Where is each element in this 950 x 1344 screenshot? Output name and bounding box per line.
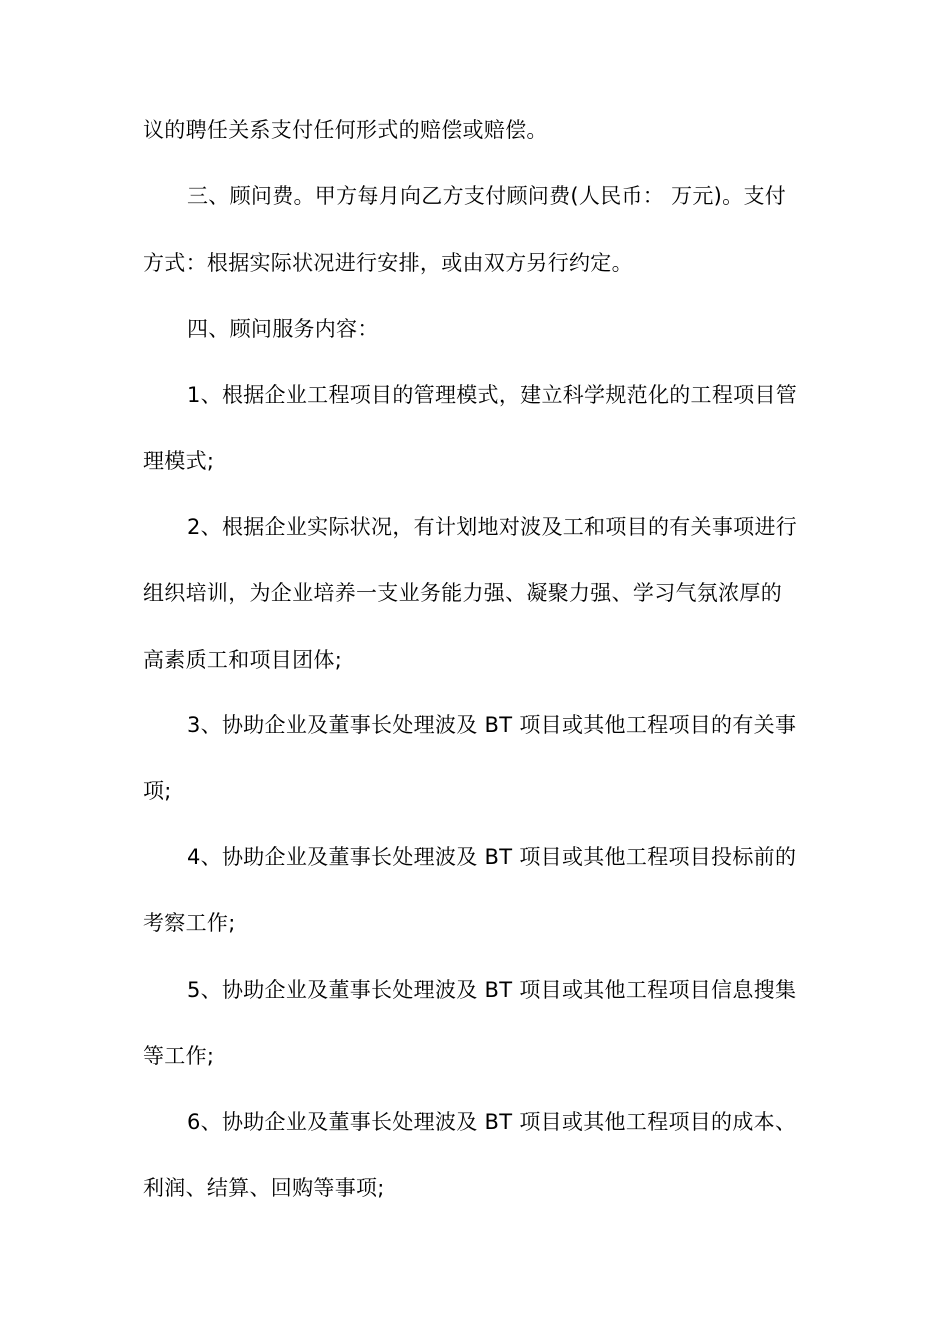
text-line: 方式：根据实际状况进行安排，或由双方另行约定。 xyxy=(143,251,633,275)
section-heading-services: 四、顾问服务内容： xyxy=(187,317,379,341)
text-line: 利润、结算、回购等事项; xyxy=(143,1176,385,1200)
text-line: 组织培训，为企业培养一支业务能力强、凝聚力强、学习气氛浓厚的 xyxy=(143,581,782,605)
text-line: 议的聘任关系支付任何形式的赔偿或赔偿。 xyxy=(143,118,548,142)
section-heading-fee: 三、顾问费。甲方每月向乙方支付顾问费(人民币： 万元)。支付 xyxy=(187,184,787,208)
text-line: 高素质工和项目团体; xyxy=(143,648,343,672)
list-item: 5、协助企业及董事长处理波及 BT 项目或其他工程项目信息搜集 xyxy=(187,978,797,1002)
list-item: 2、根据企业实际状况，有计划地对波及工和项目的有关事项进行 xyxy=(187,515,798,539)
text-line: 项; xyxy=(143,779,172,803)
list-item: 4、协助企业及董事长处理波及 BT 项目或其他工程项目投标前的 xyxy=(187,845,797,869)
list-item: 3、协助企业及董事长处理波及 BT 项目或其他工程项目的有关事 xyxy=(187,713,797,737)
list-item: 1、根据企业工程项目的管理模式，建立科学规范化的工程项目管 xyxy=(187,383,798,407)
list-item: 6、协助企业及董事长处理波及 BT 项目或其他工程项目的成本、 xyxy=(187,1110,797,1134)
text-line: 考察工作; xyxy=(143,911,236,935)
text-line: 理模式; xyxy=(143,449,215,473)
text-line: 等工作; xyxy=(143,1044,215,1068)
